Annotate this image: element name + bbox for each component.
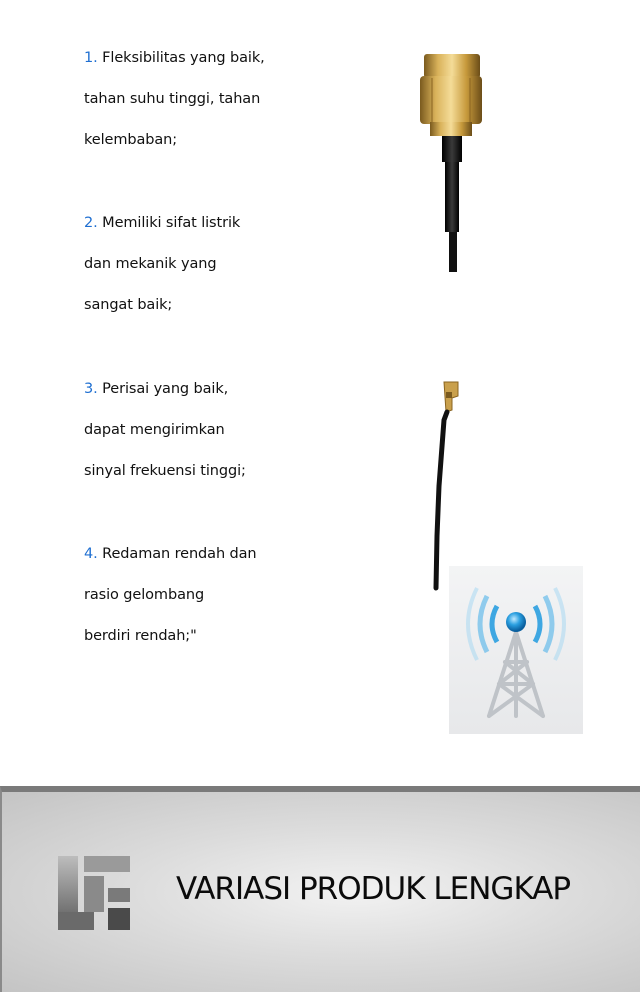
feature-text: sinyal frekuensi tinggi; (84, 463, 246, 479)
feature-text: Fleksibilitas yang baik, (102, 50, 265, 66)
banner-title: VARIASI PRODUK LENGKAP (176, 871, 571, 907)
feature-text: Perisai yang baik, (102, 381, 229, 397)
feature-item-4 (84, 544, 384, 667)
feature-text: Redaman rendah dan (102, 546, 257, 562)
feature-line (84, 48, 384, 68)
feature-line (84, 213, 384, 233)
signal-tower-image (449, 566, 583, 734)
feature-item-1 (84, 48, 384, 171)
feature-text: dan mekanik yang (84, 256, 217, 272)
feature-text: rasio gelombang (84, 587, 205, 603)
product-banner (0, 786, 640, 992)
feature-item-2 (84, 213, 384, 336)
feature-number: 1. (84, 50, 98, 66)
ufl-cable-image (428, 376, 468, 592)
feature-number: 2. (84, 215, 98, 231)
feature-text: dapat mengirimkan (84, 422, 225, 438)
feature-line (84, 544, 384, 564)
feature-text: Memiliki sifat listrik (102, 215, 241, 231)
sma-connector-image (412, 48, 492, 274)
feature-item-3 (84, 379, 384, 502)
feature-text: tahan suhu tinggi, tahan (84, 91, 261, 107)
feature-text: berdiri rendah;" (84, 628, 197, 644)
feature-line (84, 379, 384, 399)
feature-number: 3. (84, 381, 98, 397)
lf-logo-icon (58, 856, 130, 930)
feature-text: sangat baik; (84, 297, 173, 313)
feature-number: 4. (84, 546, 98, 562)
feature-text: kelembaban; (84, 132, 178, 148)
